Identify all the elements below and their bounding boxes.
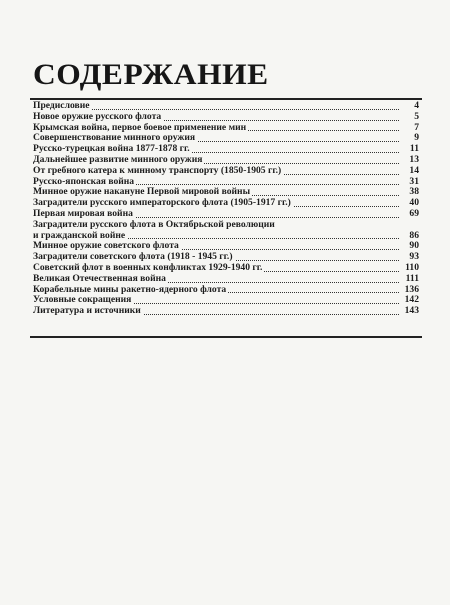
toc-entry-page: 110: [405, 261, 419, 273]
toc-entry[interactable]: [33, 220, 419, 242]
bottom-rule: [30, 336, 422, 338]
toc-entry-title: Дальнейшее развитие минного оружия: [33, 153, 203, 165]
toc-entry-title: Корабельные мины ракетно-ядерного флота: [33, 283, 227, 295]
toc-entry-page: 9: [414, 132, 419, 144]
toc-entry-title: Заградители русского императорского флота (1905-1917 гг.): [33, 197, 291, 209]
toc-entry-title: Великая Отечественная война: [33, 272, 166, 284]
toc-entry-page: 13: [409, 153, 419, 165]
toc-entry-title: Совершенствование минного оружия: [33, 132, 196, 144]
toc-entry-title: Заградители русского флота в Октябрьской революции: [33, 220, 325, 231]
toc-entry-title-continued: и гражданской войне: [33, 229, 126, 241]
toc-entry-page: 111: [405, 272, 419, 284]
table-of-contents: [33, 101, 419, 317]
toc-entry-title: Русско-турецкая война 1877-1878 гг.: [33, 143, 190, 155]
toc-entry-page: 93: [409, 251, 419, 263]
toc-entry-page: 86: [409, 229, 419, 241]
page-title: СОДЕРЖАНИЕ: [33, 58, 269, 91]
toc-entry-page: 31: [409, 175, 419, 187]
toc-entry-title: Минное оружие советского флота: [33, 240, 179, 252]
toc-entry[interactable]: [33, 306, 419, 317]
toc-entry-page: 69: [409, 207, 419, 219]
toc-entry[interactable]: [33, 166, 419, 177]
toc-entry-page: 14: [409, 164, 419, 176]
toc-entry-page: 40: [409, 197, 419, 209]
toc-entry-title: Литература и источники: [33, 305, 141, 317]
toc-entry-title: Русско-японская война: [33, 175, 135, 187]
toc-entry-title: Заградители советского флота (1918 - 1945 гг.): [33, 251, 233, 263]
toc-entry-page: 143: [404, 305, 419, 317]
toc-entry-title: Минное оружие накануне Первой мировой войны: [33, 186, 251, 198]
toc-entry-title: Условные сокращения: [33, 294, 132, 306]
toc-entry-title: Предисловие: [33, 100, 90, 111]
toc-entry-title: Новое оружие русского флота: [33, 110, 162, 122]
toc-entry[interactable]: [33, 112, 419, 123]
toc-entry-title: Советский флот в военных конфликтах 1929-1940 гг.: [33, 261, 263, 273]
toc-entry-page: 136: [404, 283, 419, 295]
toc-entry[interactable]: [33, 274, 419, 285]
toc-entry-page: 7: [414, 121, 419, 133]
toc-entry-page: 90: [409, 240, 419, 252]
toc-entry-page: 38: [409, 186, 419, 198]
toc-entry-title: Крымская война, первое боевое применение мин: [33, 121, 247, 133]
toc-entry-page: 142: [404, 294, 419, 306]
toc-entry-page: 4: [414, 100, 419, 111]
toc-entry-page: 11: [409, 143, 419, 155]
toc-entry-page: 5: [414, 110, 419, 122]
toc-entry-title: От гребного катера к минному транспорту (1850-1905 гг.): [33, 164, 282, 176]
toc-entry-title: Первая мировая война: [33, 207, 133, 219]
